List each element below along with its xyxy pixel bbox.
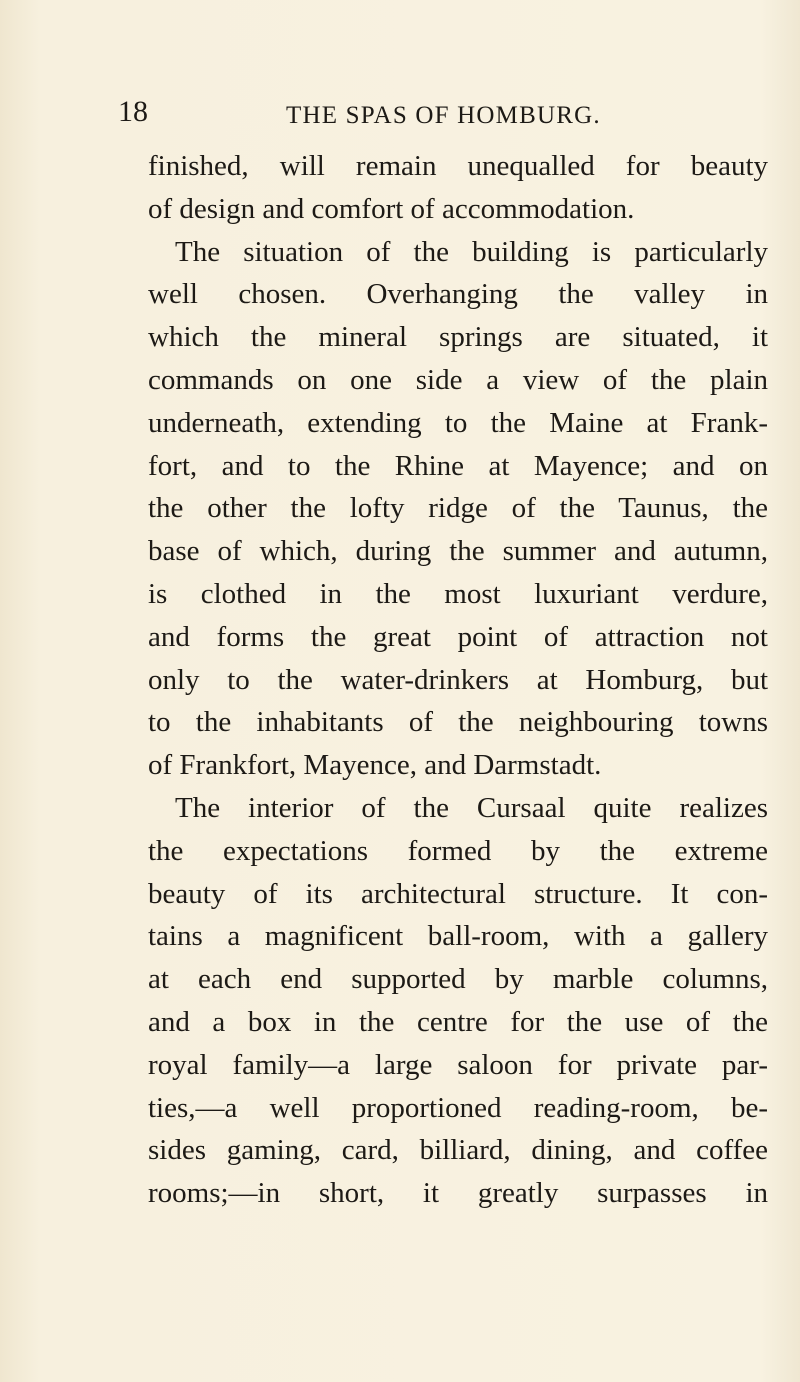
text-line: and a box in the centre for the use of the xyxy=(148,1005,768,1038)
page-number: 18 xyxy=(118,95,148,128)
text-line: fort, and to the Rhine at Mayence; and on xyxy=(148,449,768,482)
text-line: the other the lofty ridge of the Taunus, the xyxy=(148,492,768,525)
text-line: of design and comfort of accommodation. xyxy=(148,192,635,225)
text-line: commands on one side a view of the plain xyxy=(148,363,768,396)
text-line: only to the water-drinkers at Homburg, but xyxy=(148,663,768,696)
text-line: well chosen. Overhanging the valley in xyxy=(148,278,768,311)
text-line: ties,—a well proportioned reading-room, be- xyxy=(148,1091,768,1124)
text-line: royal family—a large saloon for private par- xyxy=(148,1048,768,1081)
text-line: finished, will remain unequalled for beauty xyxy=(148,150,768,182)
text-line: which the mineral springs are situated, it xyxy=(148,321,768,354)
text-line: beauty of its architectural structure. It con- xyxy=(148,877,768,910)
body-text xyxy=(148,145,768,1215)
running-head xyxy=(0,92,800,132)
text-line: and forms the great point of attraction not xyxy=(148,620,768,653)
text-line: tains a magnificent ball-room, with a gallery xyxy=(148,920,768,953)
text-line: rooms;—in short, it greatly surpasses in xyxy=(148,1177,768,1210)
paragraph-start-line: The situation of the building is particularly xyxy=(175,235,768,268)
text-line: sides gaming, card, billiard, dining, and coffee xyxy=(148,1134,768,1167)
running-title: THE SPAS OF HOMBURG. xyxy=(286,102,601,129)
text-line: of Frankfort, Mayence, and Darmstadt. xyxy=(148,749,602,782)
text-line: the expectations formed by the extreme xyxy=(148,834,768,867)
text-line: at each end supported by marble columns, xyxy=(148,963,768,996)
text-line: is clothed in the most luxuriant verdure, xyxy=(148,577,768,610)
text-line: to the inhabitants of the neighbouring towns xyxy=(148,706,768,739)
paragraph-start-line: The interior of the Cursaal quite realizes xyxy=(175,791,768,824)
text-line: underneath, extending to the Maine at Frank- xyxy=(148,406,768,439)
text-line: base of which, during the summer and autumn, xyxy=(148,535,768,568)
